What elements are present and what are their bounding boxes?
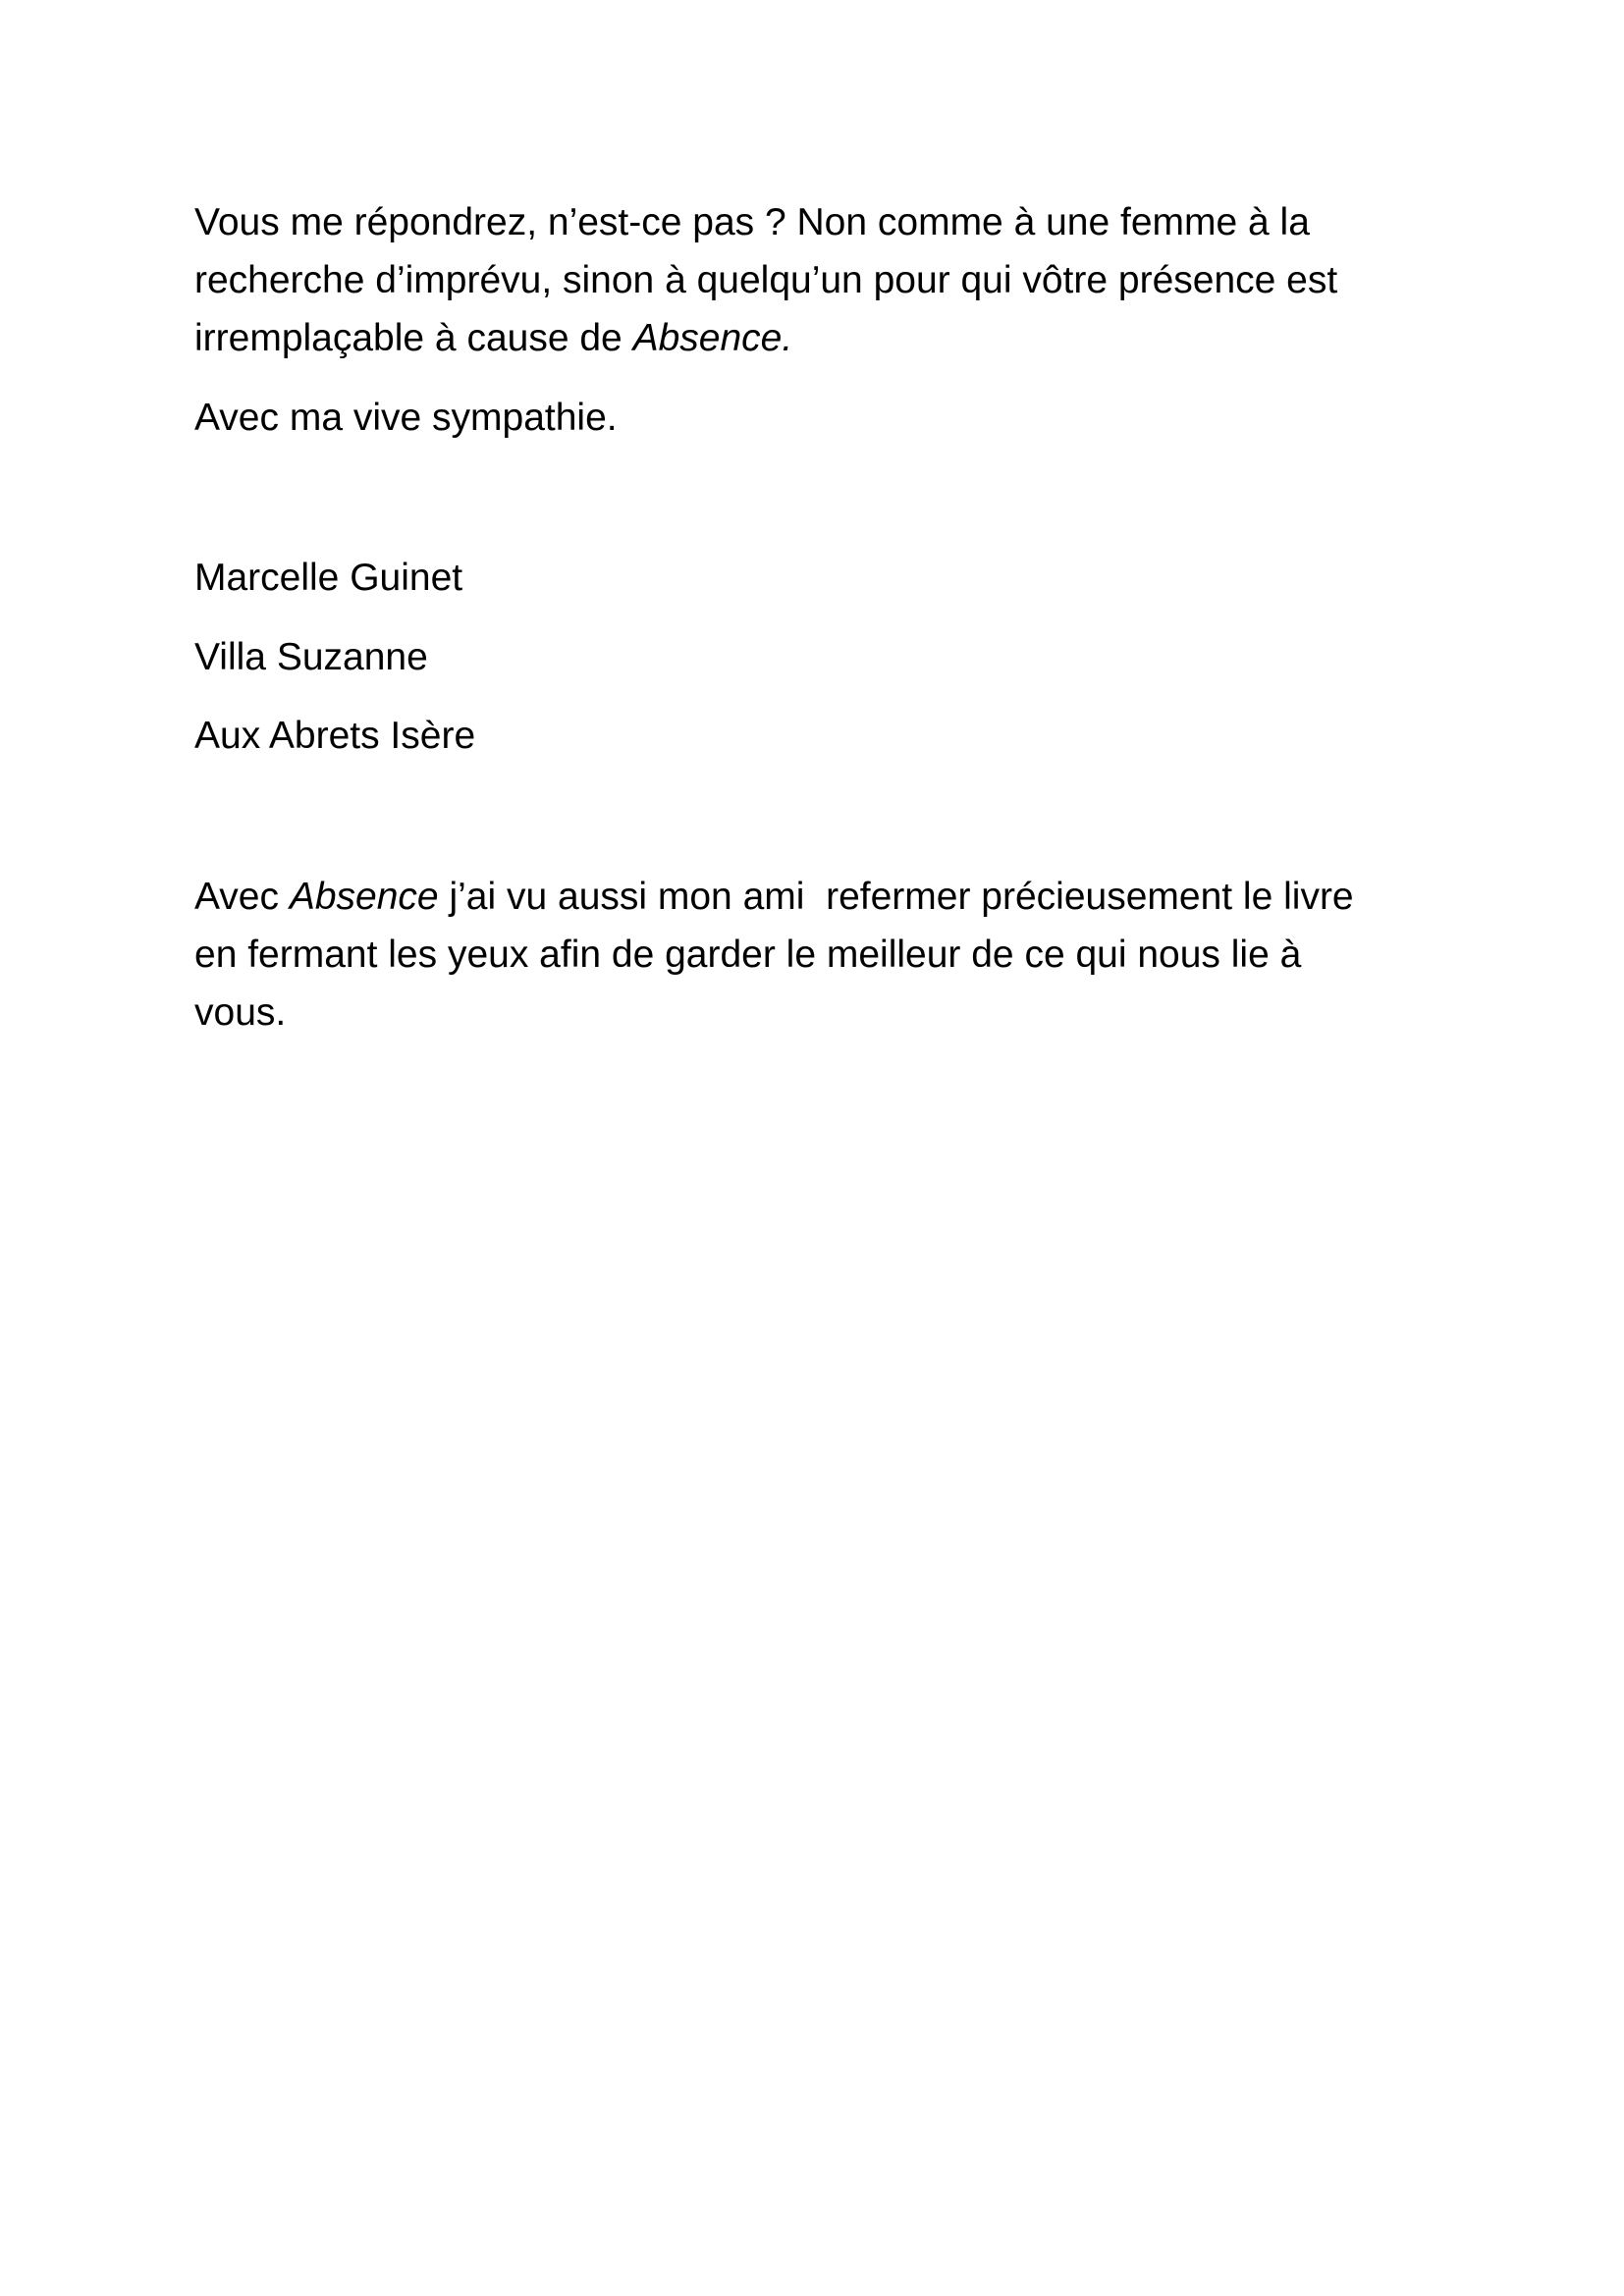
postscript-line-1-start: Avec [194,876,290,918]
letter-paragraph-1 [194,193,1451,367]
book-title-absence: Absence. [632,317,793,359]
paragraph-1-line-2: recherche d’imprévu, sinon à quelqu’un pour qui vôtre présence est [194,259,1338,301]
paragraph-1-line-3 [194,309,1451,367]
address-line-1: Villa Suzanne [194,636,428,678]
signature-name: Marcelle Guinet [194,557,463,599]
postscript-book-title: Absence [289,876,439,918]
postscript-line-1 [194,868,1451,926]
closing-line: Avec ma vive sympathie. [194,397,618,439]
postscript-paragraph [194,868,1451,1041]
postscript-line-1-end: j’ai vu aussi mon ami refermer précieusement le livre [438,876,1354,918]
paragraph-1-line-1: Vous me répondrez, n’est-ce pas ? Non comme à une femme à la [194,201,1310,243]
postscript-line-2: en fermant les yeux afin de garder le meilleur de ce qui nous lie à [194,934,1302,976]
paragraph-1-line-3-text: irremplaçable à cause de [194,317,633,359]
postscript-line-3: vous. [194,991,287,1034]
address-line-2: Aux Abrets Isère [194,715,476,757]
